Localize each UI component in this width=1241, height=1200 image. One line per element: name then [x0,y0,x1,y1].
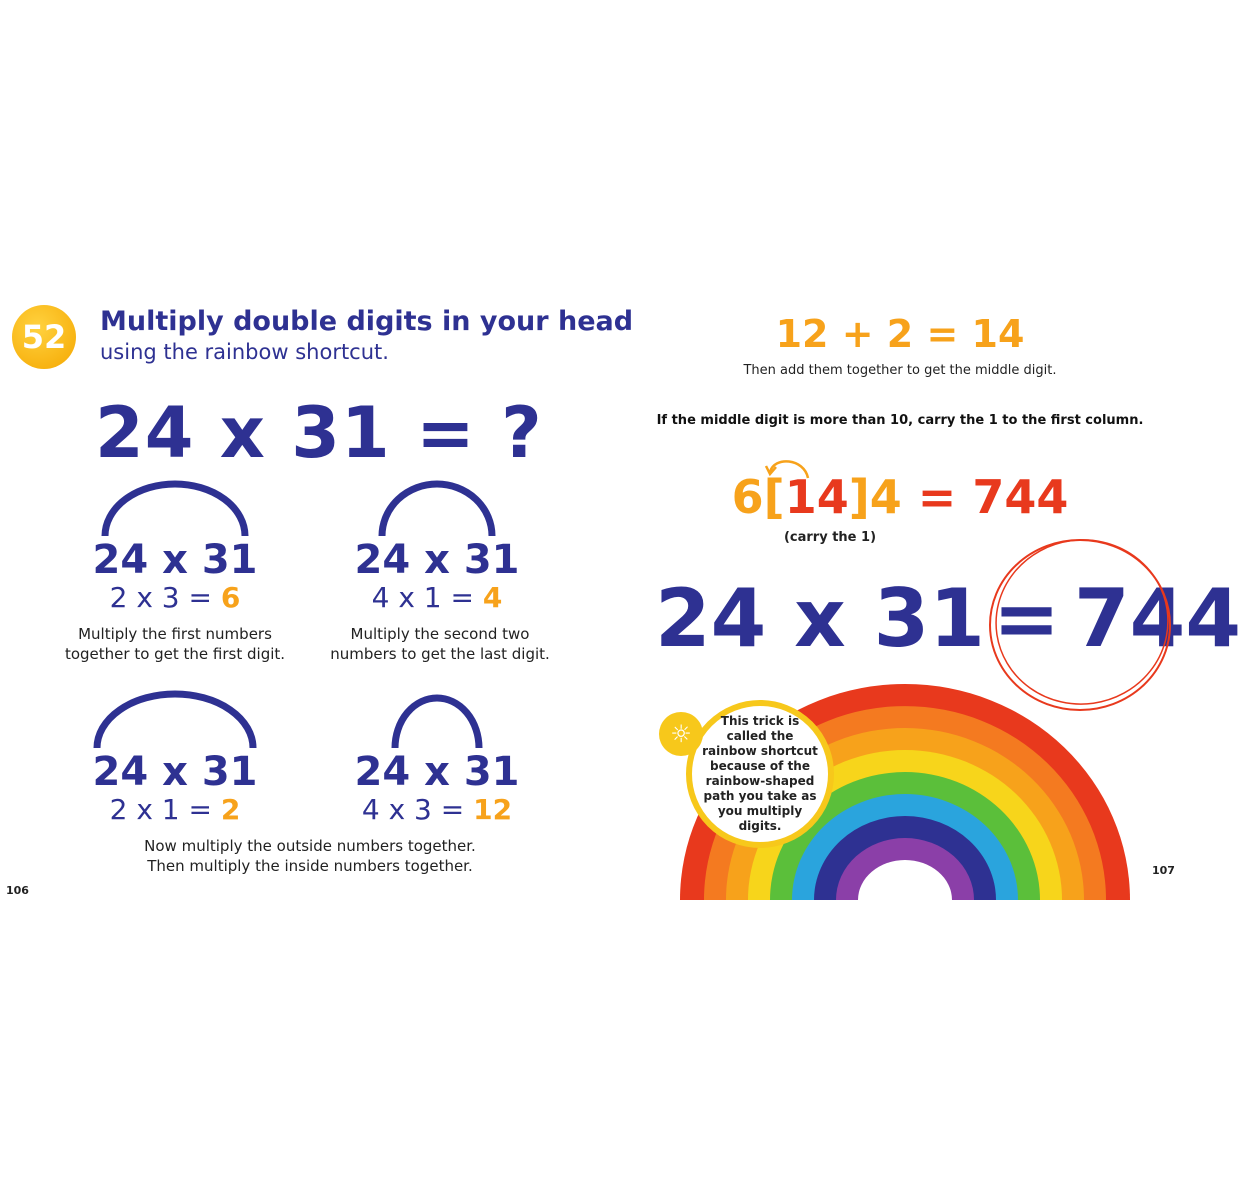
page-title: Multiply double digits in your head [100,306,634,337]
step-equation: 24 x 31 [92,749,258,795]
main-question: 24 x 31 = ? [95,392,543,474]
step-inside-numbers [302,690,572,826]
rainbow-arc-icon [347,478,527,538]
rainbow-arc-icon [85,478,265,538]
step-calculation: 2 x 1 = 2 [109,793,241,826]
carry-note: (carry the 1) [783,530,877,545]
step-first-digits [40,478,310,614]
step-caption: Multiply the second two numbers to get the last digit. [330,625,550,663]
addition-equation: 12 + 2 = 14 [775,312,1025,356]
answer-circle-icon [980,530,1180,720]
carry-rule: If the middle digit is more than 10, carry the 1 to the first column. [656,413,1144,428]
tip-bubble [686,700,834,848]
step-last-digits [302,478,572,614]
carry-equation: 6[14]4 = 744 [731,470,1069,524]
step-calculation: 4 x 3 = 12 [361,793,513,826]
step-outside-numbers [40,690,310,826]
addition-caption: Then add them together to get the middle digit. [743,363,1057,378]
step-calculation: 4 x 1 = 4 [371,581,503,614]
final-equation: 24 x 31 = 744 [655,572,1241,665]
page-subtitle: using the rainbow shortcut. [100,340,389,364]
rainbow-arc-icon [85,690,265,750]
bottom-note: Now multiply the outside numbers together. Then multiply the inside numbers together. [144,837,476,875]
page-number-left: 106 [6,884,29,897]
step-caption: Multiply the first numbers together to get the first digit. [64,625,286,663]
page-number-right: 107 [1152,864,1175,877]
step-equation: 24 x 31 [354,537,520,583]
step-equation: 24 x 31 [92,537,258,583]
lesson-number-badge: 52 [12,305,76,369]
lightbulb-icon: ☼ [659,712,703,756]
step-calculation: 2 x 3 = 6 [109,581,241,614]
rainbow-arc-icon [347,690,527,750]
tip-text: This trick is called the rainbow shortcut because of the rainbow-shaped path you take as you multiply digits. [702,714,818,833]
step-equation: 24 x 31 [354,749,520,795]
